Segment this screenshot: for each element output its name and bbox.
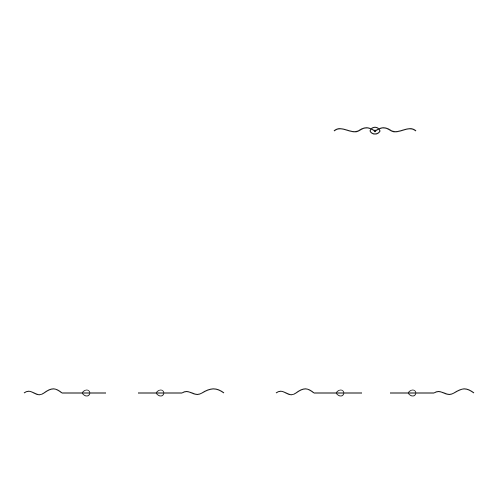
footer-flourish-left2-icon <box>136 385 226 401</box>
footer-flourish-right2-icon <box>388 385 476 401</box>
right-page <box>250 0 500 500</box>
footer-flourish-left-icon <box>22 385 108 401</box>
footer-flourish-right-icon <box>274 385 364 401</box>
scroll-flourish-ornament-icon <box>330 122 420 138</box>
